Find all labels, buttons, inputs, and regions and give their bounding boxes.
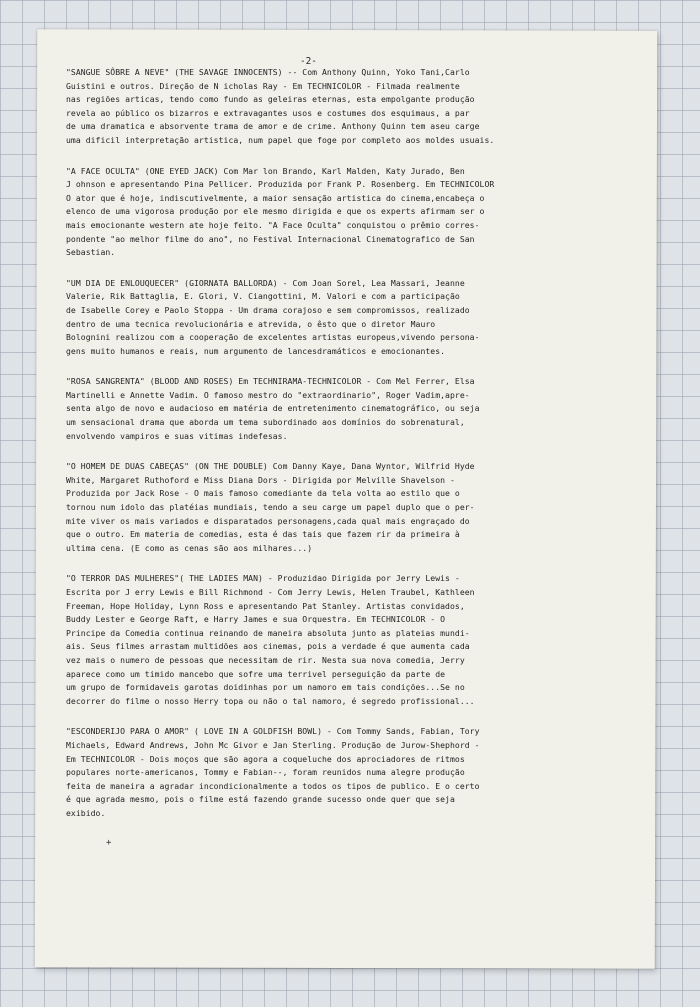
text-line: de Isabelle Corey e Paolo Stoppa - Um drama corajoso e sem compromissos, realizado <box>66 304 470 315</box>
text-line: "O HOMEM DE DUAS CABEÇAS" (ON THE DOUBLE) Com Danny Kaye, Dana Wyntor, Wilfrid Hyde <box>66 461 475 472</box>
text-line: feita de maneira a agradar incondicionalmente a todos os tipos de publico. E o certo <box>66 780 480 791</box>
paragraph-a-face-oculta <box>66 165 646 260</box>
paragraph-um-dia-de-enlouquecer <box>66 277 646 359</box>
text-line: exibido. <box>66 807 106 818</box>
text-line: Bolognini realizou com a cooperação de excelentes artistas europeus,vivendo persona- <box>66 332 480 343</box>
text-line: de uma dramatica e absorvente trama de amor e de crime. Anthony Quinn tem aseu carge <box>66 121 480 132</box>
text-line: "UM DIA DE ENLOUQUECER" (GIORNATA BALLORDA) - Com Joan Sorel, Lea Massari, Jeanne <box>66 277 465 288</box>
text-line: senta algo de novo e audacioso em matéria de entretenimento cinematográfico, ou seja <box>66 403 480 414</box>
text-line: Valerie, Rik Battaglia, E. Glori, V. Ciangottini, M. Valori e com a participação <box>66 291 460 302</box>
text-line: gens muito humanos e reais, num argumento de lancesdramáticos e emocionantes. <box>66 345 446 356</box>
paragraph-esconderijo-para-o-amor <box>66 725 646 820</box>
text-line: vez mais o numero de pessoas que necessitam de rir. Nesta sua nova comedia, Jerry <box>66 654 465 665</box>
text-line: um grupo de formidaveis garotas doidinhas por um namoro em tais condições...Se no <box>66 682 465 693</box>
text-line: populares norte-americanos, Tommy e Fabian--, foram reunidos numa alegre produção <box>66 767 465 778</box>
text-line: Produzida por Jack Rose - O mais famoso comediante da tela volta ao estilo que o <box>66 488 460 499</box>
paragraph-o-terror-das-mulheres <box>66 572 646 708</box>
text-line: O ator que é hoje, indiscutivelmente, a maior sensação artistica do cinema,encabeça o <box>66 192 485 203</box>
text-line: Escrita por J erry Lewis e Bill Richmond - Com Jerry Lewis, Helen Traubel, Kathleen <box>66 587 475 597</box>
text-line: mite viver os mais variados e disparatados personagens,cada qual mais engraçado do <box>66 515 470 526</box>
text-line: ultima cena. (E como as cenas são aos milhares...) <box>66 542 313 553</box>
typed-text-body <box>66 66 646 838</box>
text-line: J ohnson e apresentando Pina Pellicer. Produzida por Frank P. Rosenberg. Em TECHNICOLOR <box>66 179 495 190</box>
text-line: ais. Seus filmes arrastam multidões aos cinemas, pois a verdade é que aumenta cada <box>66 641 470 652</box>
text-line: é que agrada mesmo, pois o filme está fazendo grande sucesso onde quer que seja <box>66 794 455 805</box>
text-line: um sensacional drama que aborda um tema subordinado aos domínios do sobrenatural, <box>66 417 465 428</box>
paragraph-rosa-sangrenta <box>66 375 646 443</box>
margin-cross-mark: + <box>106 838 112 848</box>
text-line: revela ao público os bizarros e extravagantes usos e costumes dos esquimaus, a par <box>66 107 470 118</box>
text-line: decorrer do filme o nosso Herry topa ou não o tal namoro, é segredo profissional... <box>66 695 475 706</box>
text-line: envolvendo vampiros e suas vitimas indefesas. <box>66 430 288 441</box>
text-line: Buddy Lester e George Raft, e Harry James e sua Orquestra. Em TECHNICOLOR - O <box>66 614 446 625</box>
text-line: nas regiões articas, tendo como fundo as geleiras eternas, esta empolgante produção <box>66 94 475 105</box>
text-line: Em TECHNICOLOR - Dois moços que são agora a coqueluche dos aprociadores de ritmos <box>66 753 465 764</box>
text-line: elenco de uma vigorosa produção por ele mesmo dirigida e que os experts afirmam ser o <box>66 206 485 217</box>
text-line: White, Margaret Ruthoford e Miss Diana Dors - Dirigida por Melville Shavelson - <box>66 474 455 485</box>
text-line: Principe da Comedia continua reinando de maneira absoluta junto as plateias mundi- <box>66 627 470 638</box>
text-line: Guistini e outros. Direção de N icholas Ray - Em TECHNICOLOR - Filmada realmente <box>66 80 460 91</box>
text-line: mais emocionante western ate hoje feito. "A Face Oculta" conquistou o prêmio corres- <box>66 219 480 230</box>
paragraph-o-homem-de-duas-cabecas <box>66 460 646 555</box>
text-line: "SANGUE SÔBRE A NEVE" (THE SAVAGE INNOCENTS) -- Com Anthony Quinn, Yoko Tani,Carlo <box>66 67 470 77</box>
text-line: "O TERROR DAS MULHERES"( THE LADIES MAN) - Produzidao Dirigida por Jerry Lewis - <box>66 573 460 584</box>
text-line: uma dificil interpretação artistica, num papel que foge por completo aos moldes usuais. <box>66 134 495 145</box>
page-number: -2- <box>300 56 317 67</box>
text-line: Sebastian. <box>66 247 116 258</box>
text-line: Martinelli e Annette Vadim. O famoso mestro do "extraordinario", Roger Vadim,apre- <box>66 389 470 400</box>
paragraph-sangue-sobre-a-neve <box>66 66 646 148</box>
text-line: dentro de uma tecnica revolucionária e atrevida, o êsto que o diretor Mauro <box>66 318 436 329</box>
text-line: Michaels, Edward Andrews, John Mc Givor e Jan Sterling. Produção de Jurow-Shephord - <box>66 739 480 750</box>
text-line: pondente "ao melhor filme do ano", no Festival Internacional Cinematografico de San <box>66 233 475 244</box>
text-line: que o outro. Em materia de comedias, esta é das tais que fazem rir da primeira à <box>66 529 460 540</box>
text-line: "ESCONDERIJO PARA O AMOR" ( LOVE IN A GOLDFISH BOWL) - Com Tommy Sands, Fabian, Tory <box>66 726 480 737</box>
text-line: tornou num idolo das platéias mundiais, tendo a seu carge um papel duplo que o per- <box>66 502 475 513</box>
text-line: "A FACE OCULTA" (ONE EYED JACK) Com Mar lon Brando, Karl Malden, Katy Jurado, Ben <box>66 165 465 176</box>
text-line: Freeman, Hope Holiday, Lynn Ross e apresentando Pat Stanley. Artistas convidados, <box>66 600 465 611</box>
text-line: aparece como um timido mancebo que sofre uma terrivel perseguição da parte de <box>66 668 446 679</box>
text-line: "ROSA SANGRENTA" (BLOOD AND ROSES) Em TECHNIRAMA-TECHNICOLOR - Com Mel Ferrer, Elsa <box>66 376 475 387</box>
